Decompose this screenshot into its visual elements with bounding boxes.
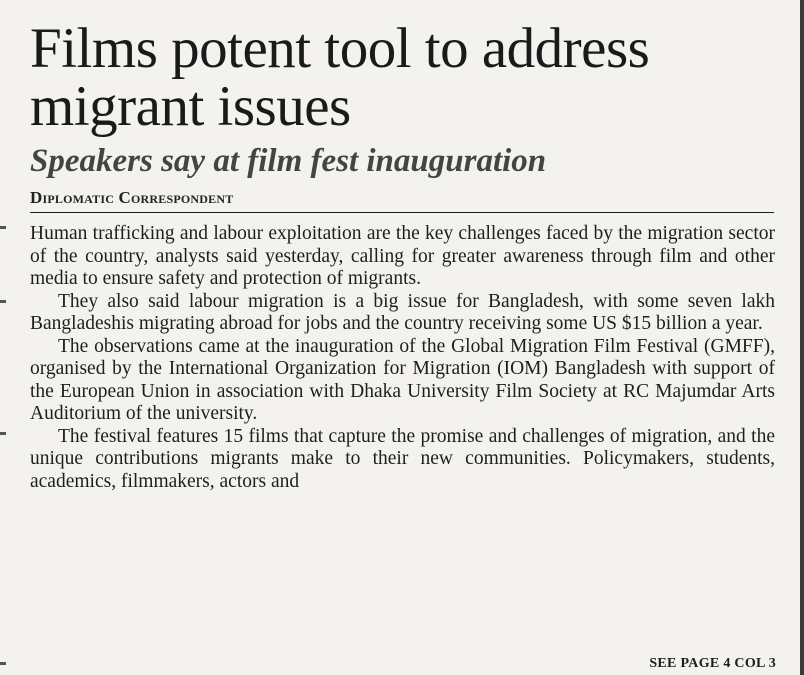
adjacent-column-mark xyxy=(0,432,6,435)
paragraph-3: The observations came at the inauguration of the Global Migration Film Festival (GMFF), organised by the International Organization for Migration (IOM) Bangladesh with support of the European Union in association with Dhaka University Film Society at RC Majumdar Arts Auditorium of the university. xyxy=(30,335,775,424)
page-edge-shadow xyxy=(800,0,804,675)
byline-divider xyxy=(30,212,774,213)
paragraph-2: They also said labour migration is a big issue for Bangladesh, with some seven lakh Bangladeshis migrating abroad for jobs and the country receiving some US $15 billion a year. xyxy=(30,290,775,334)
adjacent-column-mark xyxy=(0,300,6,303)
article-body xyxy=(30,223,775,493)
byline: Diplomatic Correspondent xyxy=(30,188,234,207)
continuation-note: SEE PAGE 4 COL 3 xyxy=(649,656,776,671)
subheadline: Speakers say at film fest inauguration xyxy=(30,143,547,179)
adjacent-column-mark xyxy=(0,662,6,665)
paragraph-4: The festival features 15 films that capture the promise and challenges of migration, and the unique contributions migrants make to their new communities. Policymakers, students, academics, filmmakers, actors and xyxy=(30,425,775,492)
paragraph-1: Human trafficking and labour exploitation are the key challenges faced by the migration sector of the country, analysts said yesterday, calling for greater awareness through film and other media to ensure safety and protection of migrants. xyxy=(30,223,775,289)
headline: Films potent tool to address migrant issues xyxy=(30,17,650,138)
news-article xyxy=(30,0,775,493)
adjacent-column-mark xyxy=(0,226,6,229)
